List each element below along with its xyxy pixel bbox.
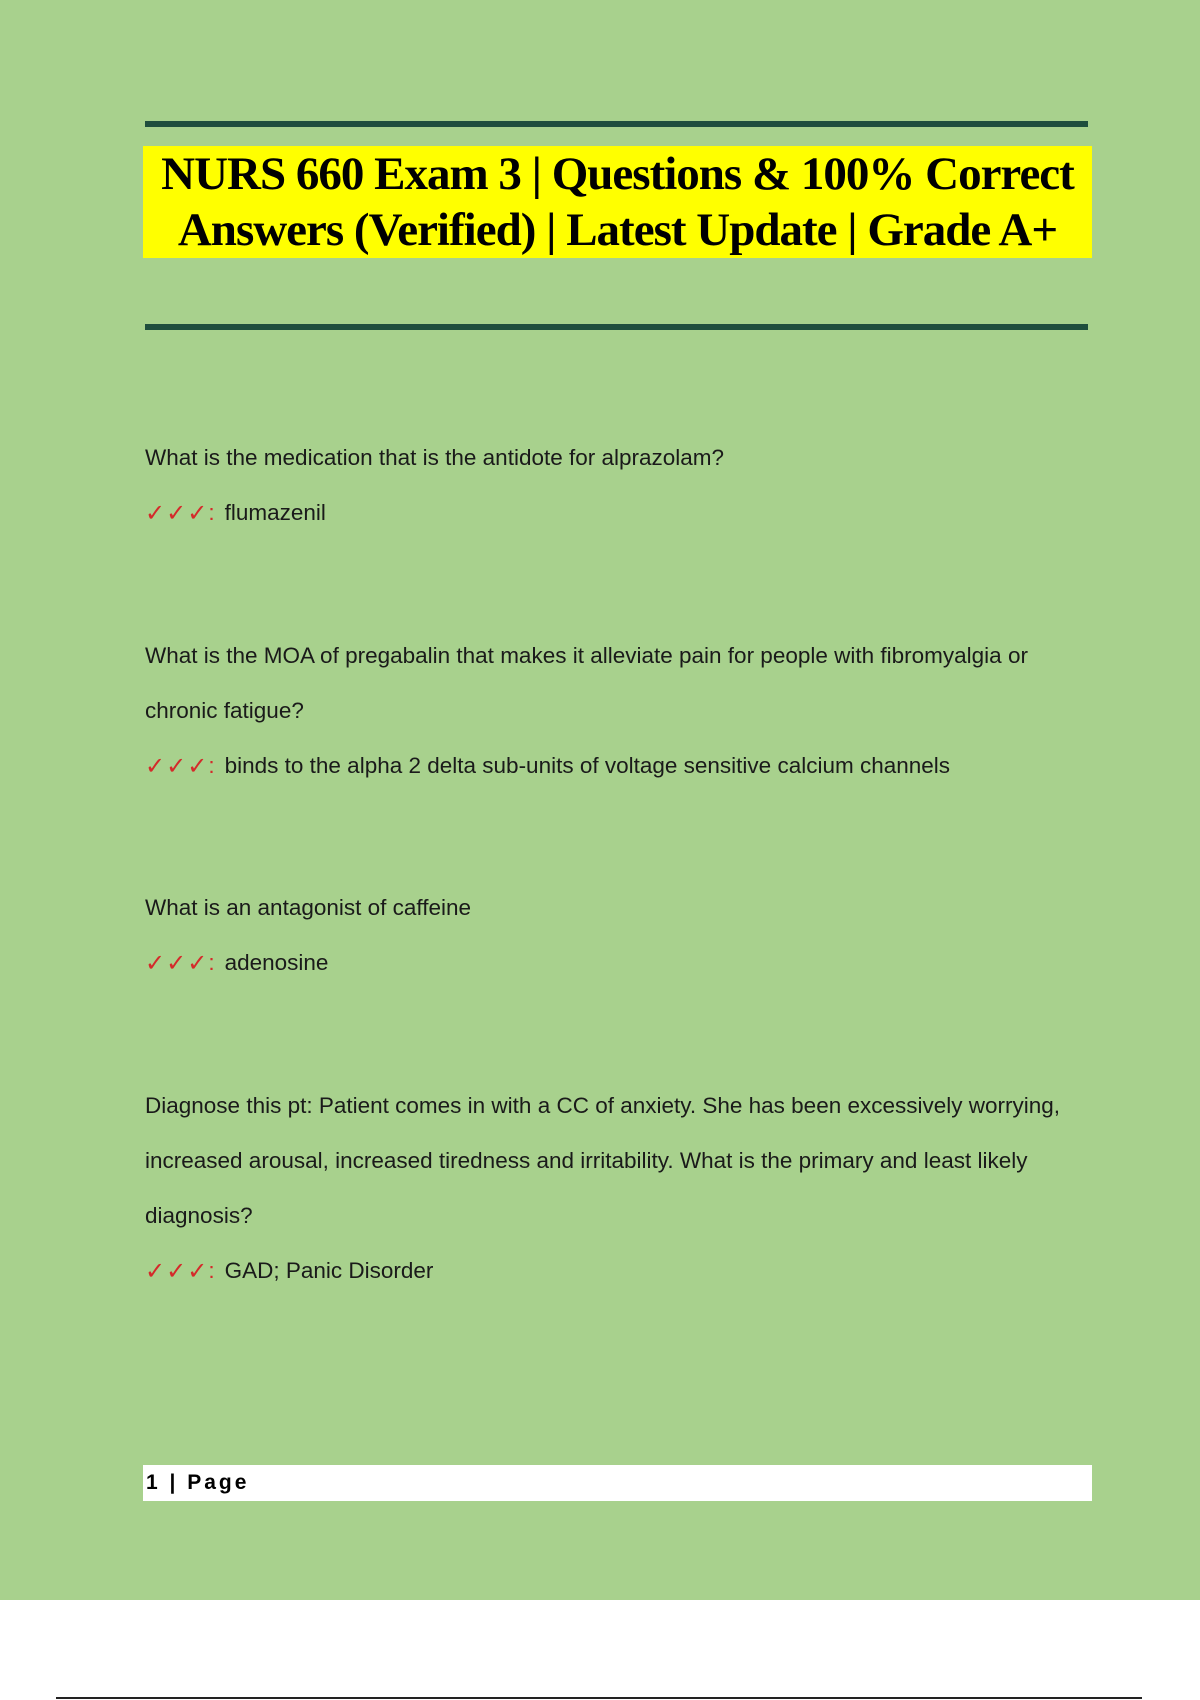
page-footer xyxy=(143,1465,1092,1501)
question-text: Diagnose this pt: Patient comes in with a CC of anxiety. She has been excessively worrying, increased arousal, increased tiredness and irritability. What is the primary and least likely diagnosis? xyxy=(145,1093,1061,1228)
answer-colon: : xyxy=(208,500,215,525)
answer-colon: : xyxy=(208,950,215,975)
answer-text: adenosine xyxy=(224,950,329,975)
qa-item-4 xyxy=(145,1078,1090,1289)
checkmark-icon: ✓✓✓ xyxy=(145,499,209,527)
bottom-edge-line xyxy=(56,1697,1142,1699)
title-banner xyxy=(143,146,1092,258)
qa-item-3 xyxy=(145,880,1090,981)
qa-item-1 xyxy=(145,430,1090,531)
top-divider xyxy=(145,121,1088,127)
answer-colon: : xyxy=(208,1258,215,1283)
answer-row xyxy=(145,495,1090,531)
page-title: NURS 660 Exam 3 | Questions & 100% Correct Answers (Verified) | Latest Update | Grade A+ xyxy=(161,148,1074,256)
answer-text: GAD; Panic Disorder xyxy=(224,1258,434,1283)
checkmark-icon: ✓✓✓ xyxy=(145,752,209,780)
page-number: 1 | Page xyxy=(146,1471,250,1494)
checkmark-icon: ✓✓✓ xyxy=(145,1257,209,1285)
answer-row xyxy=(145,748,1090,784)
answer-row xyxy=(145,945,1090,981)
answer-text: flumazenil xyxy=(224,500,326,525)
question-text: What is an antagonist of caffeine xyxy=(145,895,472,920)
question-text: What is the MOA of pregabalin that makes it alleviate pain for people with fibromyalgia or chronic fatigue? xyxy=(145,643,1028,723)
question-text: What is the medication that is the antidote for alprazolam? xyxy=(145,445,725,470)
qa-item-2 xyxy=(145,628,1090,784)
answer-colon: : xyxy=(208,753,215,778)
answer-row xyxy=(145,1253,1090,1289)
bottom-divider xyxy=(145,324,1088,330)
answer-text: binds to the alpha 2 delta sub-units of voltage sensitive calcium channels xyxy=(224,753,951,778)
checkmark-icon: ✓✓✓ xyxy=(145,949,209,977)
